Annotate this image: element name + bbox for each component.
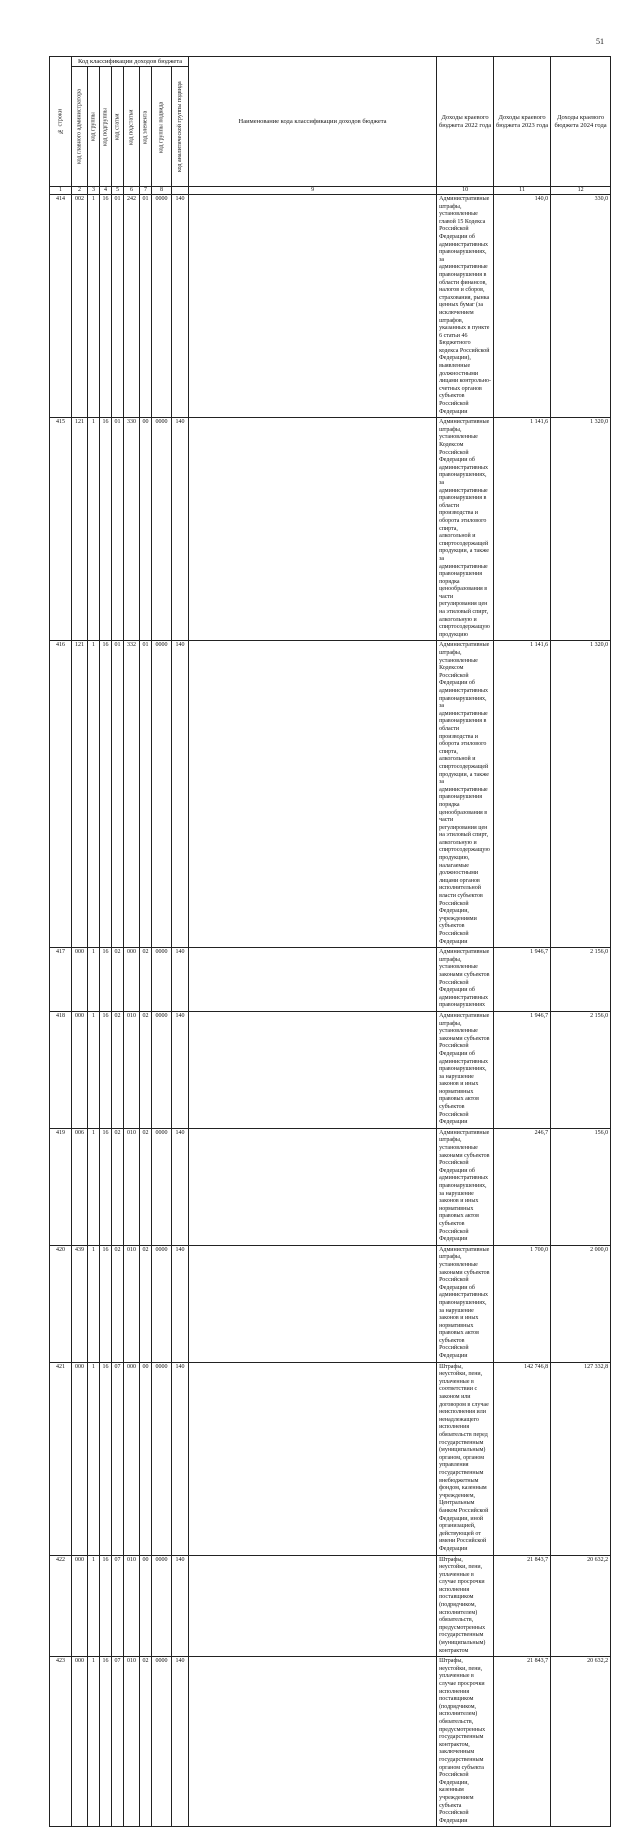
row-number-cell: 419 bbox=[50, 1128, 72, 1245]
code-cell-analytic-subtype-group: 140 bbox=[172, 1011, 189, 1128]
amount-cell-2022: 1 946,7 bbox=[494, 948, 551, 1012]
code-cell-subarticle: 010 bbox=[124, 1657, 140, 1827]
row-number-cell: 421 bbox=[50, 1362, 72, 1555]
column-number: 7 bbox=[140, 187, 152, 195]
code-cell-admin: 000 bbox=[72, 1657, 88, 1827]
code-cell-analytic-subtype-group: 140 bbox=[172, 1362, 189, 1555]
code-cell-subarticle: 332 bbox=[124, 641, 140, 948]
spacer-cell bbox=[189, 1011, 437, 1128]
column-number: 5 bbox=[112, 187, 124, 195]
code-cell-element: 02 bbox=[140, 1011, 152, 1128]
code-cell-subtype-group: 0000 bbox=[152, 1555, 172, 1657]
code-cell-analytic-subtype-group: 140 bbox=[172, 641, 189, 948]
code-cell-subarticle: 242 bbox=[124, 195, 140, 418]
table-row bbox=[50, 1657, 611, 1827]
name-cell: Административные штрафы, установленные законами субъектов Российской Федерации об административных правонарушениях, за нарушение законов и иных нормативных правовых актов субъектов Российской Федерации bbox=[437, 1011, 494, 1128]
amount-cell-2023: 2 156,0 bbox=[551, 948, 611, 1012]
amount-cell-2023: 127 332,8 bbox=[551, 1362, 611, 1555]
amount-cell-2023: 1 320,0 bbox=[551, 418, 611, 641]
amount-cell-2022: 1 700,0 bbox=[494, 1245, 551, 1362]
code-cell-article: 01 bbox=[112, 418, 124, 641]
code-cell-subtype-group: 0000 bbox=[152, 1362, 172, 1555]
code-cell-subarticle: 330 bbox=[124, 418, 140, 641]
amount-header-2023: Доходы краевого бюджета 2023 года bbox=[494, 57, 551, 187]
code-cell-element: 00 bbox=[140, 418, 152, 641]
code-header-admin: код главного администратора bbox=[72, 67, 88, 187]
code-cell-group: 1 bbox=[88, 1362, 100, 1555]
amount-cell-2022: 21 843,7 bbox=[494, 1555, 551, 1657]
table-row bbox=[50, 641, 611, 948]
name-cell: Административные штрафы, установленные Кодексом Российской Федерации об административных правонарушениях, за административные правонарушения в области производства и оборота этилового спирта, алкогольной и спиртосодержащей продукции, а также за административные правонарушения порядка ценообразования в части регулирования цен на этиловый спирт, алкогольную и спиртосодержащую продукцию, налагаемые должностными лицами органов исполнительной власти субъектов Российской Федерации, учреждениями субъектов Российской Федерации bbox=[437, 641, 494, 948]
code-header-subgroup: код подгруппы bbox=[100, 67, 112, 187]
column-number: 3 bbox=[88, 187, 100, 195]
code-cell-admin: 000 bbox=[72, 1555, 88, 1657]
table-row bbox=[50, 195, 611, 418]
code-cell-subarticle: 000 bbox=[124, 1362, 140, 1555]
code-cell-element: 02 bbox=[140, 1657, 152, 1827]
code-cell-article: 07 bbox=[112, 1657, 124, 1827]
spacer-cell bbox=[189, 948, 437, 1012]
code-cell-subtype-group: 0000 bbox=[152, 418, 172, 641]
code-cell-analytic-subtype-group: 140 bbox=[172, 1657, 189, 1827]
code-header-analytic-subtype-group: код аналитической группы подвида bbox=[172, 67, 189, 187]
code-cell-analytic-subtype-group: 140 bbox=[172, 418, 189, 641]
spacer-cell bbox=[189, 641, 437, 948]
table-row bbox=[50, 1128, 611, 1245]
amount-cell-2023: 2 000,0 bbox=[551, 1245, 611, 1362]
code-cell-analytic-subtype-group: 140 bbox=[172, 1245, 189, 1362]
code-cell-analytic-subtype-group: 140 bbox=[172, 1555, 189, 1657]
code-cell-subgroup: 16 bbox=[100, 948, 112, 1012]
column-number bbox=[172, 187, 189, 195]
code-cell-element: 02 bbox=[140, 1128, 152, 1245]
code-header-group: код группы bbox=[88, 67, 100, 187]
code-cell-group: 1 bbox=[88, 1245, 100, 1362]
row-number-cell: 420 bbox=[50, 1245, 72, 1362]
code-cell-subarticle: 010 bbox=[124, 1011, 140, 1128]
code-cell-group: 1 bbox=[88, 1555, 100, 1657]
spacer-cell bbox=[189, 195, 437, 418]
code-cell-subtype-group: 0000 bbox=[152, 195, 172, 418]
code-cell-article: 02 bbox=[112, 948, 124, 1012]
code-cell-admin: 000 bbox=[72, 1011, 88, 1128]
page-number: 51 bbox=[596, 37, 604, 46]
spacer-cell bbox=[189, 1245, 437, 1362]
code-cell-admin: 000 bbox=[72, 1362, 88, 1555]
code-cell-element: 01 bbox=[140, 641, 152, 948]
column-number: 4 bbox=[100, 187, 112, 195]
classification-group-header: Код классификации доходов бюджета bbox=[72, 57, 189, 67]
code-cell-element: 00 bbox=[140, 1362, 152, 1555]
code-cell-subgroup: 16 bbox=[100, 641, 112, 948]
code-cell-subgroup: 16 bbox=[100, 418, 112, 641]
code-cell-group: 1 bbox=[88, 418, 100, 641]
code-cell-subgroup: 16 bbox=[100, 195, 112, 418]
code-cell-admin: 006 bbox=[72, 1128, 88, 1245]
table-row bbox=[50, 1362, 611, 1555]
table-body bbox=[50, 195, 611, 1827]
code-cell-analytic-subtype-group: 140 bbox=[172, 948, 189, 1012]
spacer-cell bbox=[189, 418, 437, 641]
code-cell-admin: 000 bbox=[72, 948, 88, 1012]
row-number-cell: 423 bbox=[50, 1657, 72, 1827]
code-cell-subgroup: 16 bbox=[100, 1011, 112, 1128]
code-cell-subtype-group: 0000 bbox=[152, 1128, 172, 1245]
code-cell-group: 1 bbox=[88, 641, 100, 948]
code-header-element: код элемента bbox=[140, 67, 152, 187]
amount-cell-2022: 21 843,7 bbox=[494, 1657, 551, 1827]
name-cell: Штрафы, неустойки, пени, уплаченные в случае просрочки исполнения поставщиком (подрядчиком, исполнителем) обязательств, предусмотренных государственным (муниципальным) контрактом bbox=[437, 1555, 494, 1657]
code-cell-admin: 439 bbox=[72, 1245, 88, 1362]
code-cell-group: 1 bbox=[88, 195, 100, 418]
code-cell-analytic-subtype-group: 140 bbox=[172, 195, 189, 418]
amount-cell-2023: 20 632,2 bbox=[551, 1657, 611, 1827]
code-cell-group: 1 bbox=[88, 1011, 100, 1128]
column-number: 11 bbox=[494, 187, 551, 195]
code-cell-admin: 002 bbox=[72, 195, 88, 418]
name-cell: Административные штрафы, установленные законами субъектов Российской Федерации об административных правонарушениях bbox=[437, 948, 494, 1012]
code-cell-subgroup: 16 bbox=[100, 1362, 112, 1555]
column-number: 10 bbox=[437, 187, 494, 195]
name-cell: Административные штрафы, установленные законами субъектов Российской Федерации об административных правонарушениях, за нарушение законов и иных нормативных правовых актов субъектов Российской Федерации bbox=[437, 1128, 494, 1245]
column-number: 9 bbox=[189, 187, 437, 195]
spacer-cell bbox=[189, 1128, 437, 1245]
code-cell-subarticle: 010 bbox=[124, 1245, 140, 1362]
code-header-subtype-group: код группы подвида bbox=[152, 67, 172, 187]
amount-cell-2022: 142 746,8 bbox=[494, 1362, 551, 1555]
amount-header-2024: Доходы краевого бюджета 2024 года bbox=[551, 57, 611, 187]
name-cell: Штрафы, неустойки, пени, уплаченные в соответствии с законом или договором в случае неисполнения или ненадлежащего исполнения обязательств перед государственным (муниципальным) органом, органом управления государственным внебюджетным фондом, казенным учреждением, Центральным банком Российской Федерации, иной организацией, действующей от имени Российской Федерации bbox=[437, 1362, 494, 1555]
amount-cell-2023: 20 632,2 bbox=[551, 1555, 611, 1657]
code-cell-subgroup: 16 bbox=[100, 1555, 112, 1657]
code-cell-admin: 121 bbox=[72, 641, 88, 948]
code-cell-subgroup: 16 bbox=[100, 1657, 112, 1827]
amount-cell-2022: 246,7 bbox=[494, 1128, 551, 1245]
table-row bbox=[50, 1245, 611, 1362]
column-number: 8 bbox=[152, 187, 172, 195]
code-cell-group: 1 bbox=[88, 948, 100, 1012]
row-number-cell: 417 bbox=[50, 948, 72, 1012]
code-cell-article: 01 bbox=[112, 641, 124, 948]
code-cell-admin: 121 bbox=[72, 418, 88, 641]
code-cell-subgroup: 16 bbox=[100, 1245, 112, 1362]
code-cell-subgroup: 16 bbox=[100, 1128, 112, 1245]
amount-cell-2022: 1 141,6 bbox=[494, 641, 551, 948]
amount-cell-2023: 2 156,0 bbox=[551, 1011, 611, 1128]
column-number: 12 bbox=[551, 187, 611, 195]
code-cell-subarticle: 010 bbox=[124, 1555, 140, 1657]
name-header: Наименование кода классификации доходов бюджета bbox=[189, 57, 437, 187]
code-cell-article: 01 bbox=[112, 195, 124, 418]
amount-cell-2023: 330,0 bbox=[551, 195, 611, 418]
code-cell-article: 07 bbox=[112, 1362, 124, 1555]
amount-cell-2022: 1 946,7 bbox=[494, 1011, 551, 1128]
code-cell-subtype-group: 0000 bbox=[152, 1245, 172, 1362]
code-cell-subtype-group: 0000 bbox=[152, 641, 172, 948]
code-cell-element: 02 bbox=[140, 1245, 152, 1362]
name-cell: Штрафы, неустойки, пени, уплаченные в случае просрочки исполнения поставщиком (подрядчиком, исполнителем) обязательств, предусмотренных государственным контрактом, заключенным государственным органом субъекта Российской Федерации, казенным учреждением субъекта Российской Федерации bbox=[437, 1657, 494, 1827]
spacer-cell bbox=[189, 1657, 437, 1827]
code-cell-group: 1 bbox=[88, 1657, 100, 1827]
amount-header-2022: Доходы краевого бюджета 2022 года bbox=[437, 57, 494, 187]
code-cell-article: 02 bbox=[112, 1011, 124, 1128]
table-row bbox=[50, 1555, 611, 1657]
code-cell-subtype-group: 0000 bbox=[152, 948, 172, 1012]
row-number-cell: 414 bbox=[50, 195, 72, 418]
code-cell-subarticle: 010 bbox=[124, 1128, 140, 1245]
column-number: 2 bbox=[72, 187, 88, 195]
code-cell-element: 02 bbox=[140, 948, 152, 1012]
table-header bbox=[50, 57, 611, 195]
code-cell-element: 00 bbox=[140, 1555, 152, 1657]
code-header-subarticle: код подстатьи bbox=[124, 67, 140, 187]
code-cell-subarticle: 000 bbox=[124, 948, 140, 1012]
code-cell-subtype-group: 0000 bbox=[152, 1657, 172, 1827]
code-cell-article: 02 bbox=[112, 1128, 124, 1245]
column-number: 6 bbox=[124, 187, 140, 195]
row-number-cell: 422 bbox=[50, 1555, 72, 1657]
spacer-cell bbox=[189, 1362, 437, 1555]
code-cell-subtype-group: 0000 bbox=[152, 1011, 172, 1128]
name-cell: Административные штрафы, установленные главой 15 Кодекса Российской Федерации об административных правонарушениях, за административные правонарушения в области финансов, налогов и сборов, страхования, рынка ценных бумаг (за исключением штрафов, указанных в пункте 6 статьи 46 Бюджетного кодекса Российской Федерации), выявленные должностными лицами контрольно-счетных органов субъектов Российской Федерации bbox=[437, 195, 494, 418]
code-cell-group: 1 bbox=[88, 1128, 100, 1245]
table-row bbox=[50, 948, 611, 1012]
row-number-cell: 415 bbox=[50, 418, 72, 641]
code-header-article: код статьи bbox=[112, 67, 124, 187]
row-number-cell: 416 bbox=[50, 641, 72, 948]
code-cell-article: 02 bbox=[112, 1245, 124, 1362]
amount-cell-2023: 1 320,0 bbox=[551, 641, 611, 948]
code-cell-element: 01 bbox=[140, 195, 152, 418]
row-number-cell: 418 bbox=[50, 1011, 72, 1128]
code-cell-article: 07 bbox=[112, 1555, 124, 1657]
table-row bbox=[50, 1011, 611, 1128]
revenue-table bbox=[49, 56, 611, 1827]
spacer-cell bbox=[189, 1555, 437, 1657]
amount-cell-2022: 1 141,6 bbox=[494, 418, 551, 641]
name-cell: Административные штрафы, установленные Кодексом Российской Федерации об административных правонарушениях, за административные правонарушения в области производства и оборота этилового спирта, алкогольной и спиртосодержащей продукции, а также за административные правонарушения порядка ценообразования в части регулирования цен на этиловый спирт, алкогольную и спиртосодержащую продукцию bbox=[437, 418, 494, 641]
row-number-header: № строки bbox=[50, 57, 72, 187]
code-cell-analytic-subtype-group: 140 bbox=[172, 1128, 189, 1245]
amount-cell-2022: 140,0 bbox=[494, 195, 551, 418]
amount-cell-2023: 156,0 bbox=[551, 1128, 611, 1245]
table-row bbox=[50, 418, 611, 641]
name-cell: Административные штрафы, установленные законами субъектов Российской Федерации об административных правонарушениях, за нарушение законов и иных нормативных правовых актов субъектов Российской Федерации bbox=[437, 1245, 494, 1362]
column-number-row bbox=[50, 187, 611, 195]
column-number: 1 bbox=[50, 187, 72, 195]
